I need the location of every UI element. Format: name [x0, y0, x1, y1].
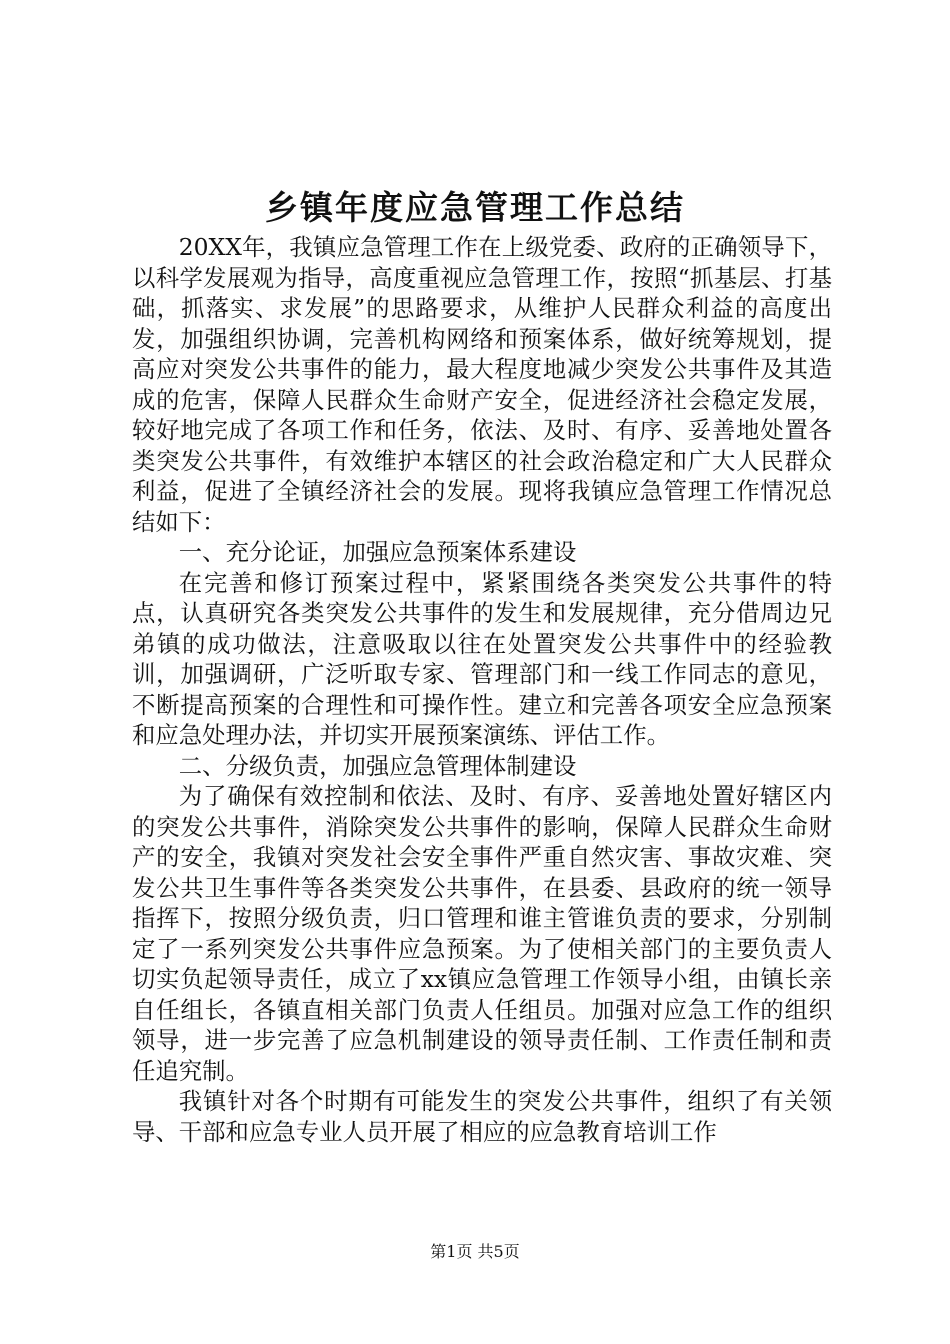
- section-1-paragraph: 在完善和修订预案过程中，紧紧围绕各类突发公共事件的特点，认真研究各类突发公共事件的发生和发展规律，充分借周边兄弟镇的成功做法，注意吸取以往在处置突发公共事件中的经验教训，加强调研，广泛听取专家、管理部门和一线工作同志的意见，不断提高预案的合理性和可操作性。建立和完善各项安全应急预案和应急处理办法，并切实开展预案演练、评估工作。: [132, 568, 832, 749]
- training-paragraph: 我镇针对各个时期有可能发生的突发公共事件，组织了有关领导、干部和应急专业人员开展了相应的应急教育培训工作: [132, 1087, 832, 1146]
- document-body: [132, 232, 832, 1147]
- section-heading-2: 二、分级负责，加强应急管理体制建设: [178, 751, 577, 780]
- page-number-footer: 第1页 共5页: [430, 1242, 520, 1261]
- document-title: 乡镇年度应急管理工作总结: [265, 188, 685, 227]
- section-heading-1: 一、充分论证，加强应急预案体系建设: [178, 538, 577, 566]
- intro-paragraph: 20XX年，我镇应急管理工作在上级党委、政府的正确领导下，以科学发展观为指导，高度重视应急管理工作，按照“抓基层、打基础，抓落实、求发展”的思路要求，从维护人民群众利益的高度出发，加强组织协调，完善机构网络和预案体系，做好统筹规划，提高应对突发公共事件的能力，最大程度地减少突发公共事件及其造成的危害，保障人民群众生命财产安全，促进经济社会稳定发展，较好地完成了各项工作和任务，依法、及时、有序、妥善地处置各类突发公共事件，有效维护本辖区的社会政治稳定和广大人民群众利益，促进了全镇经济社会的发展。现将我镇应急管理工作情况总结如下：: [132, 233, 832, 536]
- section-2-paragraph: 为了确保有效控制和依法、及时、有序、妥善地处置好辖区内的突发公共事件，消除突发公共事件的影响，保障人民群众生命财产的安全，我镇对突发社会安全事件严重自然灾害、事故灾难、突发公共卫生事件等各类突发公共事件，在县委、县政府的统一领导指挥下，按照分级负责，归口管理和谁主管谁负责的要求，分别制定了一系列突发公共事件应急预案。为了使相关部门的主要负责人切实负起领导责任，成立了xx镇应急管理工作领导小组，由镇长亲自任组长，各镇直相关部门负责人任组员。加强对应急工作的组织领导，进一步完善了应急机制建设的领导责任制、工作责任制和责任追究制。: [132, 782, 832, 1085]
